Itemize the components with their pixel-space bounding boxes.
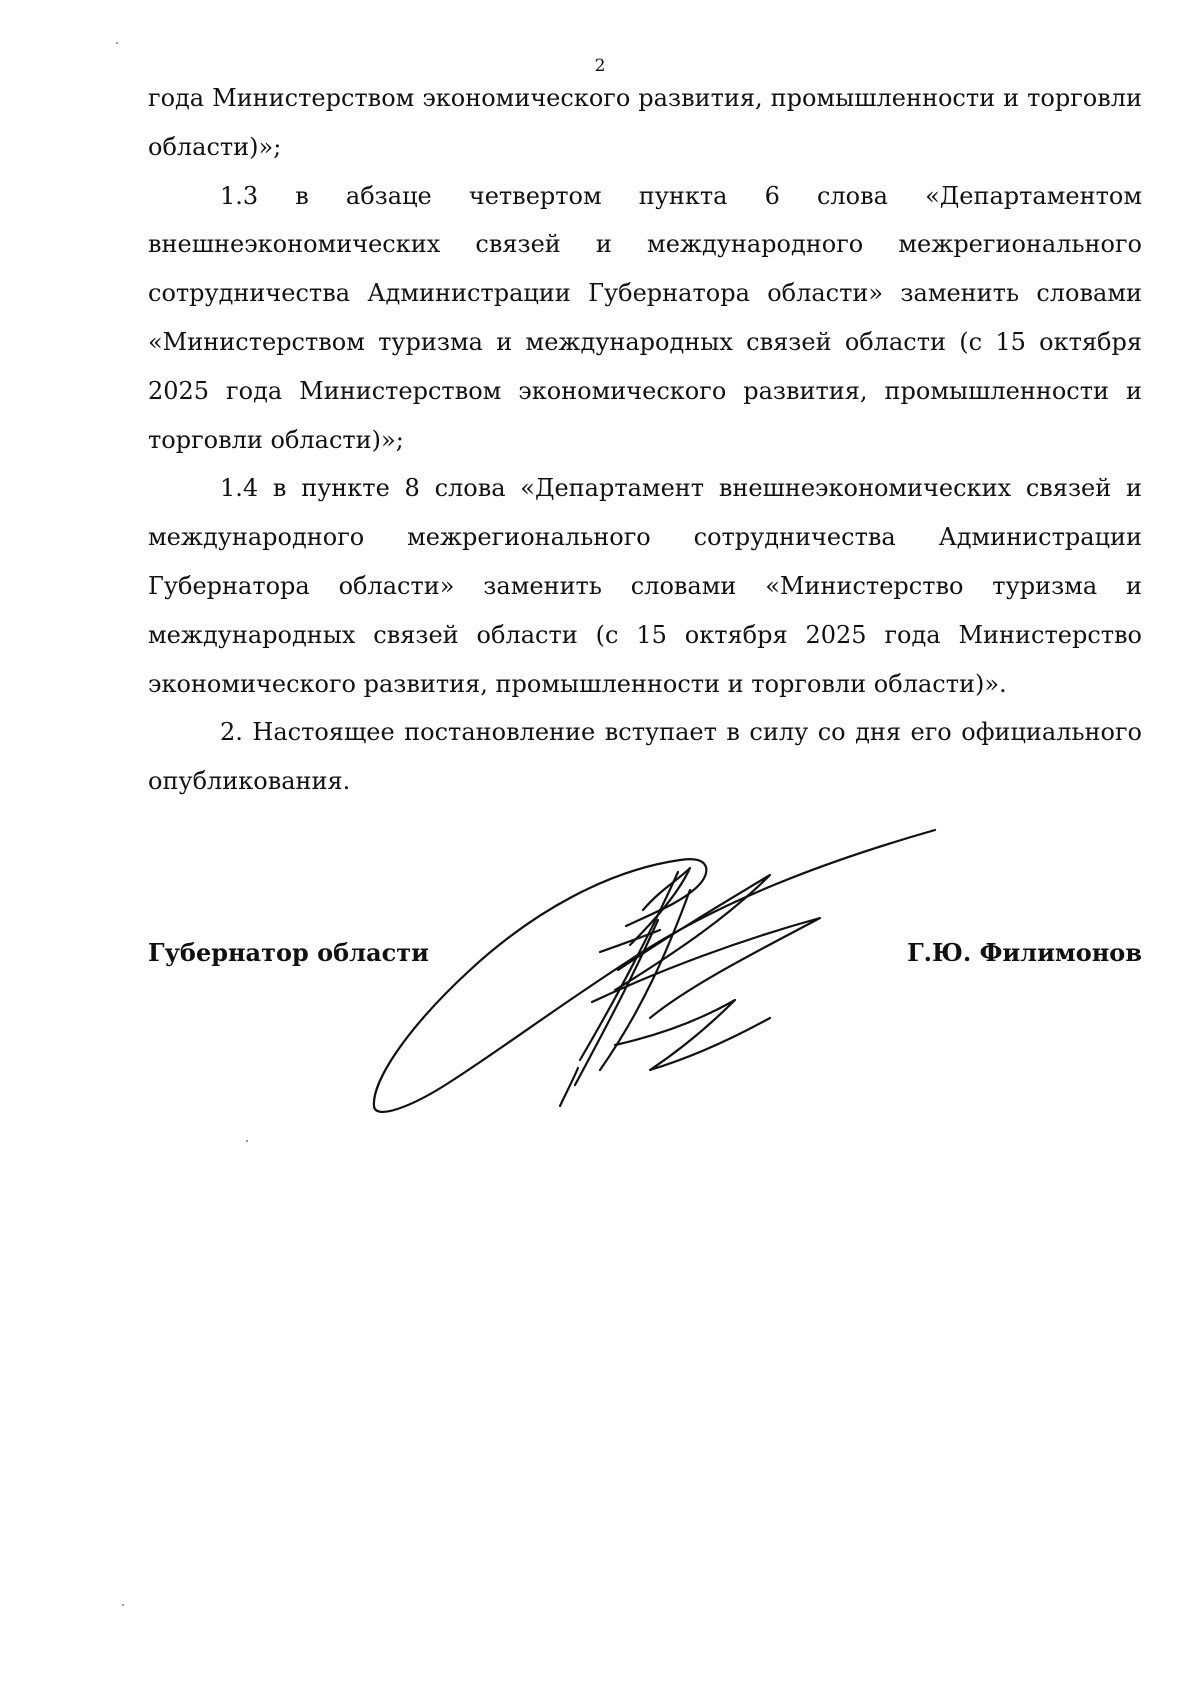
scan-speck — [116, 42, 118, 44]
signatory-position: Губернатор области — [148, 938, 429, 967]
page-number: 2 — [594, 56, 606, 76]
paragraph-item-1-4: 1.4 в пункте 8 слова «Департамент внешнеэкономических связей и международного межрегионального сотрудничества Администрации Губернатора области» заменить словами «Министерство туризма и международных связей области (с 15 октября 2025 года Министерство экономического развития, промышленности и торговли области)». — [148, 474, 1142, 698]
signatory-name: Г.Ю. Филимонов — [907, 938, 1142, 967]
handwritten-signature-icon — [360, 820, 940, 1160]
scan-speck — [122, 1604, 124, 1606]
scan-speck — [246, 1140, 248, 1142]
document-body — [148, 74, 1142, 806]
paragraph-continuation: года Министерством экономического развития, промышленности и торговли области)»; — [148, 84, 1142, 161]
paragraph-item-1-3: 1.3 в абзаце четвертом пункта 6 слова «Департаментом внешнеэкономических связей и международного межрегионального сотрудничества Администрации Губернатора области» заменить словами «Министерством туризма и международных связей области (с 15 октября 2025 года Министерством экономического развития, промышленности и торговли области)»; — [148, 181, 1142, 454]
paragraph-item-2: 2. Настоящее постановление вступает в силу со дня его официального опубликования. — [148, 718, 1142, 796]
